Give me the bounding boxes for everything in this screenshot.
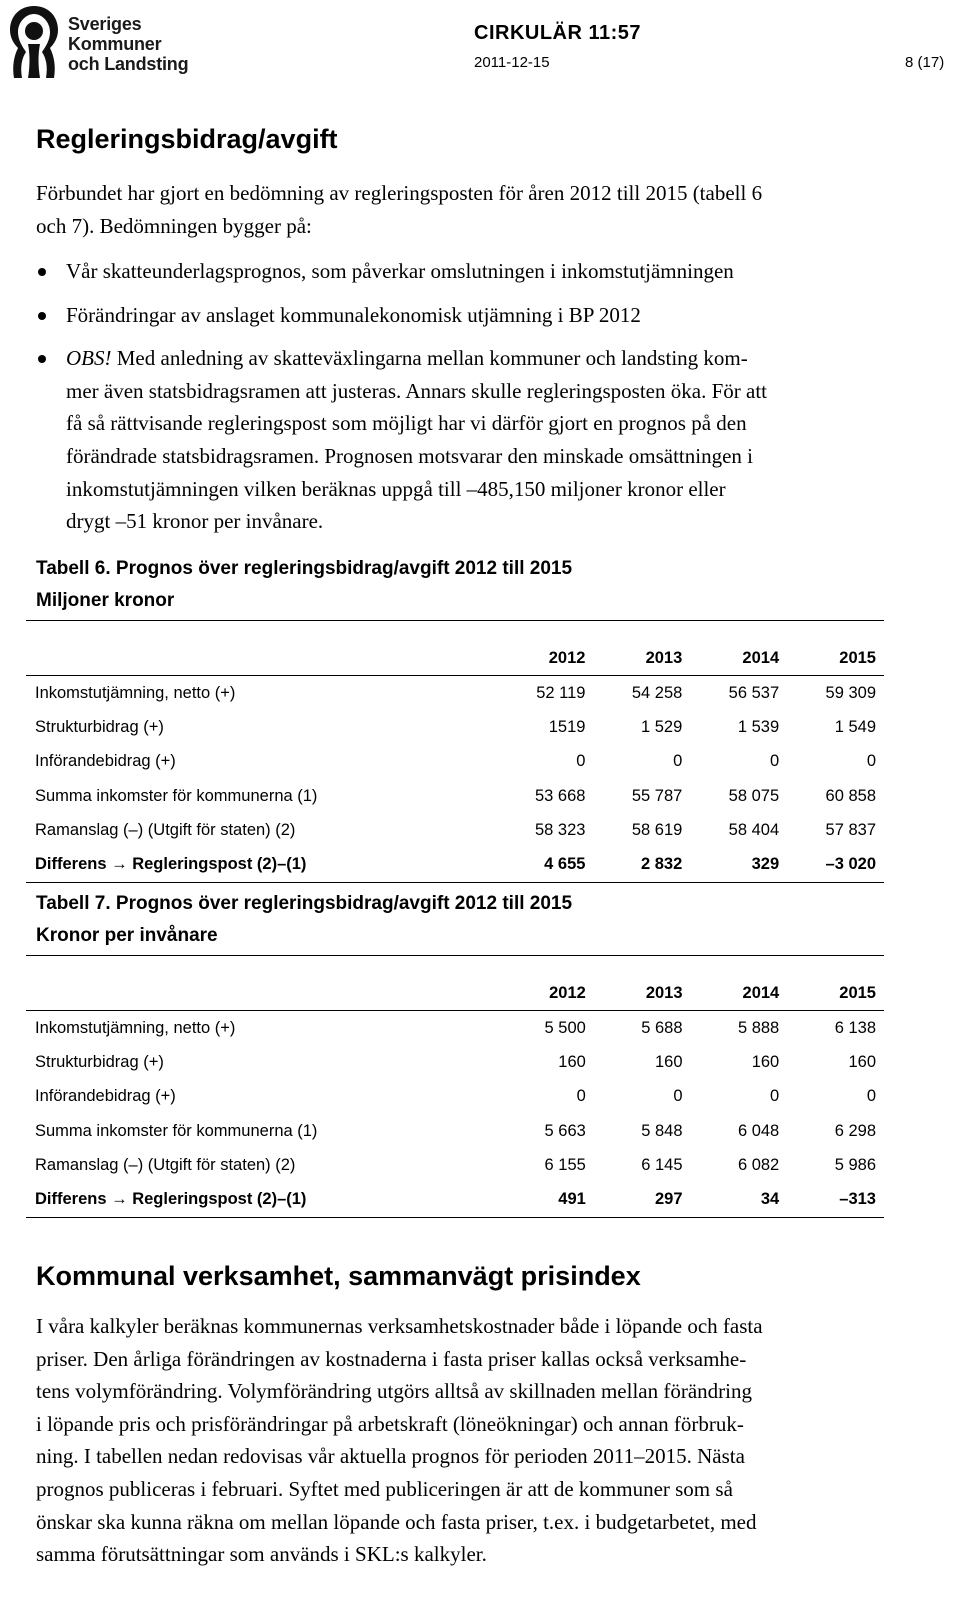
bullet-item (36, 255, 951, 288)
paragraph-line: önskar ska kunna räkna om mellan löpande och fasta priser, t.ex. i budgetarbetet, med (36, 1509, 757, 1534)
total-label (26, 847, 497, 882)
row-label: Summa inkomster för kommunerna (1) (35, 786, 318, 805)
cell-value: 5 848 (641, 1121, 683, 1140)
table-header-cell (26, 956, 497, 1011)
cell-value: 55 787 (631, 786, 683, 805)
cell-value: 5 888 (737, 1018, 780, 1037)
skl-logo (4, 4, 204, 82)
table-row (26, 676, 884, 711)
table-header-cell: 2012 (497, 956, 594, 1011)
cell-value: 56 537 (728, 683, 780, 702)
cell-value: 160 (655, 1052, 683, 1071)
cell-value: 1519 (548, 717, 586, 736)
cell-value: 58 619 (631, 820, 683, 839)
table-6-caption (36, 553, 572, 617)
table-row (26, 1080, 884, 1114)
total-value: 2 832 (593, 847, 690, 882)
row-label: Inkomstutjämning, netto (+) (35, 1018, 236, 1037)
cell-value: 6 048 (737, 1121, 780, 1140)
intro-line: Förbundet har gjort en bedömning av regleringsposten för åren 2012 till 2015 (tabell 6 (36, 181, 763, 205)
table-header-cell: 2013 (594, 956, 691, 1011)
bullet-item (36, 342, 951, 538)
row-label: Strukturbidrag (+) (35, 1052, 164, 1071)
row-label: Summa inkomster för kommunerna (1) (35, 1121, 318, 1140)
row-label: Ramanslag (–) (Utgift för staten) (2) (35, 820, 296, 839)
cell-value: 0 (576, 1087, 586, 1106)
cell-value: 57 837 (825, 820, 876, 839)
cell-value: 59 309 (825, 683, 876, 702)
bullet-text-rest: Med anledning av skatteväxlingarna mellan kommuner och landsting kom- (111, 346, 748, 371)
cell-value: 0 (770, 1087, 780, 1106)
logo-line-2: Kommuner (68, 34, 162, 54)
table-header-cell: 2012 (497, 621, 594, 676)
paragraph-line: prognos publiceras i februari. Syftet med publiceringen är att de kommuner som så (36, 1476, 733, 1501)
cell-value: 5 500 (544, 1018, 586, 1037)
arrow-right-icon: → (111, 855, 128, 874)
table-6-unit: Miljoner kronor (36, 590, 175, 611)
cell-value: 1 539 (737, 717, 780, 736)
total-label-a: Differens (35, 1190, 107, 1209)
bullet-list (36, 255, 951, 538)
total-label-b: Regleringspost (2)–(1) (132, 1190, 307, 1209)
cell-value: 58 075 (728, 786, 780, 805)
total-value: 34 (691, 1182, 788, 1217)
cell-value: 5 986 (834, 1155, 876, 1174)
document-title: CIRKULÄR 11:57 (474, 22, 642, 44)
table-row (26, 813, 884, 847)
bullet-text: drygt –51 kronor per invånare. (66, 509, 324, 534)
total-value: 329 (690, 847, 787, 882)
bullet-dot-icon (38, 355, 46, 363)
table-7-caption (36, 888, 572, 952)
logo-line-3: och Landsting (68, 54, 189, 74)
table-header-row (26, 621, 884, 676)
total-label-b: Regleringspost (2)–(1) (132, 855, 307, 874)
table-header-cell (26, 621, 497, 676)
cell-value: 6 298 (834, 1121, 876, 1140)
intro-line: och 7). Bedömningen bygger på: (36, 213, 312, 238)
table-row (26, 745, 884, 779)
cell-value: 0 (769, 752, 780, 771)
cell-value: 52 119 (536, 683, 586, 702)
cell-value: 54 258 (631, 683, 683, 702)
bullet-dot-icon (38, 312, 46, 320)
paragraph-line: ning. I tabellen nedan redovisas vår aktuella prognos för perioden 2011–2015. Nästa (36, 1444, 745, 1469)
bullet-text: få så rättvisande regleringspost som möjligt har vi därför gjort en prognos på den (66, 411, 747, 436)
bullet-text (66, 342, 951, 375)
table-row (26, 1045, 884, 1079)
table-7-unit: Kronor per invånare (36, 925, 218, 946)
row-label: Införandebidrag (+) (35, 1087, 176, 1106)
cell-value: 5 688 (641, 1018, 683, 1037)
cell-value: 160 (848, 1052, 876, 1071)
table-row (26, 1114, 884, 1148)
obs-lead: OBS! (66, 346, 112, 371)
bullet-text: Förändringar av anslaget kommunalekonomisk utjämning i BP 2012 (66, 302, 641, 327)
row-label: Införandebidrag (+) (35, 752, 176, 771)
skl-emblem-icon (4, 4, 64, 82)
table-header-cell: 2015 (787, 621, 884, 676)
cell-value: 1 529 (641, 717, 683, 736)
cell-value: 0 (576, 752, 586, 771)
table-6-title: Tabell 6. Prognos över regleringsbidrag/avgift 2012 till 2015 (36, 558, 573, 579)
total-label (26, 1182, 497, 1217)
table-header-cell: 2015 (787, 956, 884, 1011)
cell-value: 0 (866, 752, 876, 771)
table-header-cell: 2014 (691, 956, 788, 1011)
total-value: –3 020 (787, 847, 884, 882)
table-row (26, 710, 884, 744)
cell-value: 6 145 (641, 1155, 683, 1174)
table-7-title: Tabell 7. Prognos över regleringsbidrag/avgift 2012 till 2015 (36, 893, 573, 914)
intro-paragraph (36, 177, 951, 242)
cell-value: 0 (673, 752, 683, 771)
bullet-text: inkomstutjämningen vilken beräknas uppgå till –485,150 miljoner kronor eller (66, 476, 726, 501)
total-value: –313 (787, 1182, 884, 1217)
cell-value: 160 (751, 1052, 780, 1071)
row-label: Inkomstutjämning, netto (+) (35, 683, 236, 702)
paragraph-line: i löpande pris och prisförändringar på arbetskraft (löneökningar) och annan förbruk- (36, 1411, 744, 1436)
table-total-row (26, 1182, 884, 1217)
total-value: 491 (497, 1182, 594, 1217)
row-label: Ramanslag (–) (Utgift för staten) (2) (35, 1155, 296, 1174)
cell-value: 6 082 (737, 1155, 780, 1174)
cell-value: 6 155 (544, 1155, 586, 1174)
table-header-row (26, 956, 884, 1011)
page-number: 8 (17) (905, 54, 945, 71)
cell-value: 5 663 (544, 1121, 586, 1140)
total-label-a: Differens (35, 855, 107, 874)
table-row (26, 1148, 884, 1182)
total-value: 297 (594, 1182, 691, 1217)
arrow-right-icon: → (111, 1190, 128, 1209)
prisindex-paragraph (36, 1310, 951, 1571)
cell-value: 1 549 (834, 717, 876, 736)
cell-value: 53 668 (534, 786, 586, 805)
cell-value: 0 (866, 1087, 876, 1106)
section-heading-regleringsbidrag: Regleringsbidrag/avgift (36, 124, 338, 154)
table-row (26, 779, 884, 813)
paragraph-line: samma förutsättningar som används i SKL:s kalkyler. (36, 1542, 487, 1567)
cell-value: 0 (673, 1087, 683, 1106)
table-total-row (26, 847, 884, 882)
cell-value: 58 323 (534, 820, 586, 839)
table-6 (26, 620, 884, 883)
paragraph-line: tens volymförändring. Volymförändring utgörs alltså av skillnaden mellan förändring (36, 1379, 752, 1404)
bullet-text: förändrade statsbidragsramen. Prognosen motsvarar den minskade omsättningen i (66, 443, 753, 468)
bullet-text: mer även statsbidragsramen att justeras. Annars skulle regleringsposten öka. För att (66, 378, 767, 403)
bullet-text: Vår skatteunderlagsprognos, som påverkar omslutningen i inkomstutjämningen (66, 259, 734, 283)
document-date: 2011-12-15 (474, 54, 550, 71)
table-row (26, 1011, 884, 1046)
cell-value: 60 858 (825, 786, 876, 805)
paragraph-line: I våra kalkyler beräknas kommunernas verksamhetskostnader både i löpande och fasta (36, 1314, 763, 1338)
bullet-dot-icon (38, 268, 46, 276)
table-7 (26, 955, 884, 1218)
table-header-cell: 2014 (690, 621, 787, 676)
logo-line-1: Sveriges (68, 14, 142, 34)
cell-value: 6 138 (834, 1018, 876, 1037)
section-heading-prisindex: Kommunal verksamhet, sammanvägt prisindex (36, 1261, 641, 1291)
row-label: Strukturbidrag (+) (35, 717, 164, 736)
total-value: 4 655 (497, 847, 594, 882)
paragraph-line: priser. Den årliga förändringen av kostnaderna i fasta priser kallas också verksamhe- (36, 1346, 747, 1371)
bullet-item (36, 299, 951, 332)
cell-value: 58 404 (728, 820, 780, 839)
cell-value: 160 (558, 1052, 586, 1071)
table-header-cell: 2013 (593, 621, 690, 676)
